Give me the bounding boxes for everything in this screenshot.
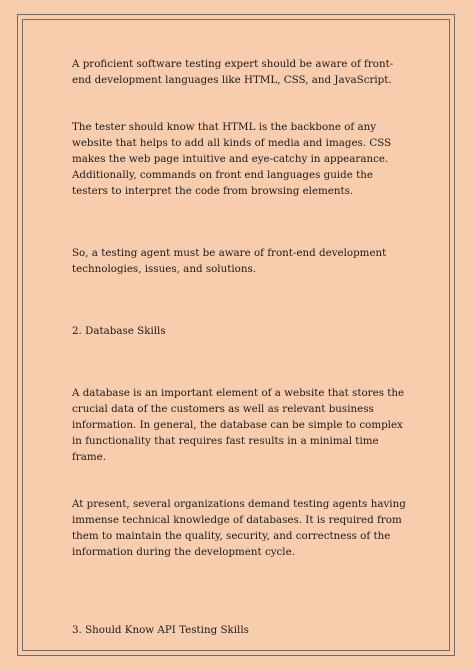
paragraph-frontend-summary: So, a testing agent must be aware of front-end development technologies, issues, and solutions. [72,247,387,275]
document-body [72,56,412,638]
heading-api-testing-skills: 3. Should Know API Testing Skills [72,624,249,636]
paragraph-database-demand: At present, several organizations demand testing agents having immense technical knowledge of databases. It is required from them to maintain the quality, security, and correctness of the information during the development cycle. [72,498,406,558]
heading-database-skills: 2. Database Skills [72,325,166,337]
paragraph-html-css: The tester should know that HTML is the backbone of any website that helps to add all kinds of media and images. CSS makes the web page intuitive and eye-catchy in appearance. Additionally, commands on front end languages guide the testers to interpret the code from browsing elements. [72,121,392,197]
paragraph-database-intro: A database is an important element of a website that stores the crucial data of the customers as well as relevant business information. In general, the database can be simple to complex in functionality that requires fast results in a minimal time frame. [72,387,405,463]
paragraph-frontend-intro: A proficient software testing expert should be aware of front-end development languages like HTML, CSS, and JavaScript. [72,58,394,86]
